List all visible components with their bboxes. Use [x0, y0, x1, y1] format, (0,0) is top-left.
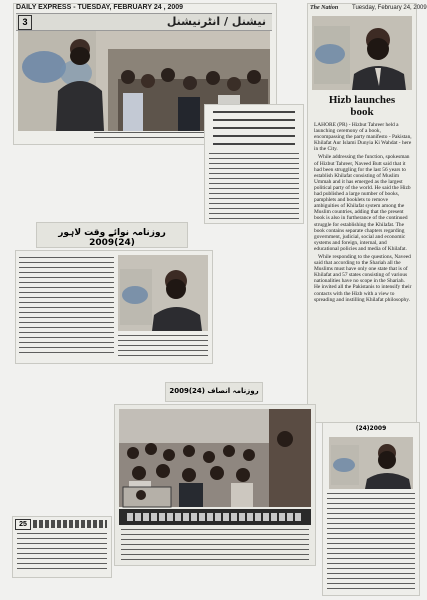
nation-paragraph-3: While responding to the questions, Naveed said that according to the Shariah all the Muslims must have only one state that is of Khilafat and 57 states consisting of various nationalities have no scope in the Shariah. He invited all the Pakistanis to intensify their contacts with the Hizb with a view to spreading and instilling Khilafat philosophy. — [314, 253, 412, 303]
nation-paragraph-2: While addressing the function, spokesman of Hizbut Tahreer, Naveed Butt said that it had been struggling for the last 56 years to establish Khilafat consisting of Muslim Ummah and it has emerged as the largest political party of the world. He said the Hizb had published a large number of books, pamphlets and booklets to remove ambiguities of Khilafat system among the Muslim countries, adding that the present book is also in furtherance of the continued struggle for establishing the Khilafat. The book contains separate chapters regarding government, judicial, social and economic systems and foreign, internal, and educational policies and media of Khilafat. — [314, 154, 411, 252]
nawaiwaqt-clipping — [15, 250, 213, 364]
nation-portrait-photo — [312, 16, 412, 90]
nawaiwaqt-caption — [118, 335, 208, 357]
insaf-label — [165, 382, 263, 402]
urdu-column-headline — [213, 111, 295, 149]
express-header-band — [16, 13, 272, 31]
insaf-headline — [119, 509, 311, 525]
express-section-title: نیشنل / انٹرنیشنل — [166, 15, 266, 28]
nation-headline — [312, 94, 412, 118]
right-bottom-portrait-photo — [329, 437, 413, 489]
insaf-meeting-photo — [119, 409, 311, 507]
nawaiwaqt-portrait-photo — [118, 255, 208, 331]
nation-masthead — [310, 5, 338, 12]
right-bottom-date: (24)2009 — [355, 425, 387, 432]
express-masthead: DAILY EXPRESS - TUESDAY, FEBRUARY 24 , 2009 — [16, 4, 184, 11]
small-column-clipping — [12, 516, 112, 578]
nation-headline-line-1: Hizb launches — [328, 94, 396, 106]
nation-headline-line-2: book — [350, 106, 374, 118]
nation-clipping — [307, 3, 427, 423]
right-bottom-clipping — [322, 422, 420, 596]
small-column-masthead — [33, 520, 107, 528]
right-bottom-text — [327, 493, 415, 591]
nawaiwaqt-label — [36, 222, 188, 248]
nation-article — [314, 122, 412, 303]
small-column-number: 25 — [15, 519, 31, 530]
insaf-clipping — [114, 404, 316, 566]
nation-date: Tuesday, February 24, 2009 — [352, 5, 427, 11]
urdu-column-body — [209, 153, 299, 219]
insaf-headline-text — [127, 513, 303, 521]
urdu-column-clipping — [204, 104, 304, 224]
express-page-number: 3 — [18, 15, 32, 30]
small-column-text — [17, 533, 107, 573]
nation-paper-name: The Nation — [310, 5, 339, 11]
nation-paragraph-1: LAHORE (PR) - Hizbut Tahreer held a launching ceremony of a book, encompassing the party manifesto - Pakistan, Khilafat Aur Islami Dunyia Ki Wahdat - here in the City. — [314, 122, 412, 153]
nawaiwaqt-date: روزنامہ نوائے وقت لاہور (24)2009 — [58, 228, 166, 248]
insaf-date: روزنامہ انصاف (24)2009 — [169, 387, 259, 395]
nawaiwaqt-text — [19, 257, 114, 357]
insaf-body — [121, 529, 309, 561]
